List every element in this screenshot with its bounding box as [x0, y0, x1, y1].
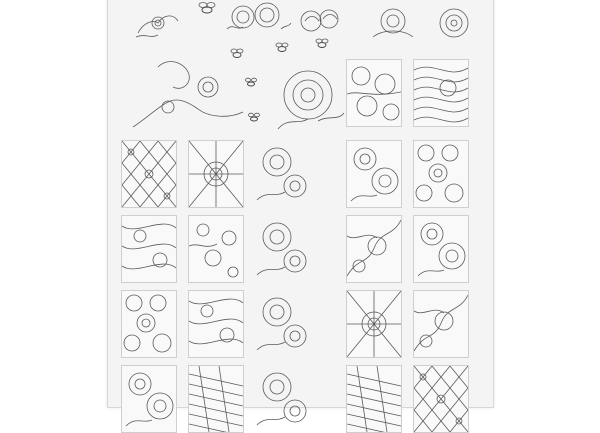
rose-bouquet-motif — [223, 0, 293, 39]
stamping-plate — [107, 0, 494, 408]
bee-icon — [243, 77, 259, 89]
flower-sprig-motif — [128, 3, 188, 43]
swirl-lines-tile — [413, 59, 469, 127]
bee-icon — [246, 112, 262, 124]
leafy-burst-tile — [188, 140, 244, 208]
lattice-floral-tile — [413, 365, 469, 433]
rose-cluster-tile — [346, 140, 402, 208]
rose-motif — [268, 59, 348, 139]
bee-icon — [196, 1, 218, 17]
lattice-floral-tile — [121, 140, 177, 208]
rose-bouquet-motif — [253, 290, 313, 356]
dense-rose-tile — [121, 290, 177, 358]
floral-lace-tile — [121, 215, 177, 283]
peony-motif — [293, 5, 348, 37]
rose-cluster-tile — [413, 215, 469, 283]
rose-bouquet-motif — [253, 140, 313, 206]
fern-lines-tile — [346, 365, 402, 433]
peony-motif — [428, 0, 483, 47]
flower-cluster-motif — [363, 3, 423, 43]
leafy-burst-tile — [346, 290, 402, 358]
peony-motif — [253, 215, 313, 281]
vine-floral-tile — [413, 290, 469, 358]
flower-cluster-motif — [253, 365, 313, 431]
fern-lines-tile — [188, 365, 244, 433]
corner-floral-motif — [128, 47, 248, 137]
floral-lace-tile — [346, 59, 402, 127]
floral-lace-tile — [188, 290, 244, 358]
dense-rose-tile — [413, 140, 469, 208]
scattered-blossom-tile — [188, 215, 244, 283]
vine-floral-tile — [346, 215, 402, 283]
bee-icon — [273, 41, 291, 55]
bee-icon — [313, 37, 331, 51]
rose-cluster-tile — [121, 365, 177, 433]
